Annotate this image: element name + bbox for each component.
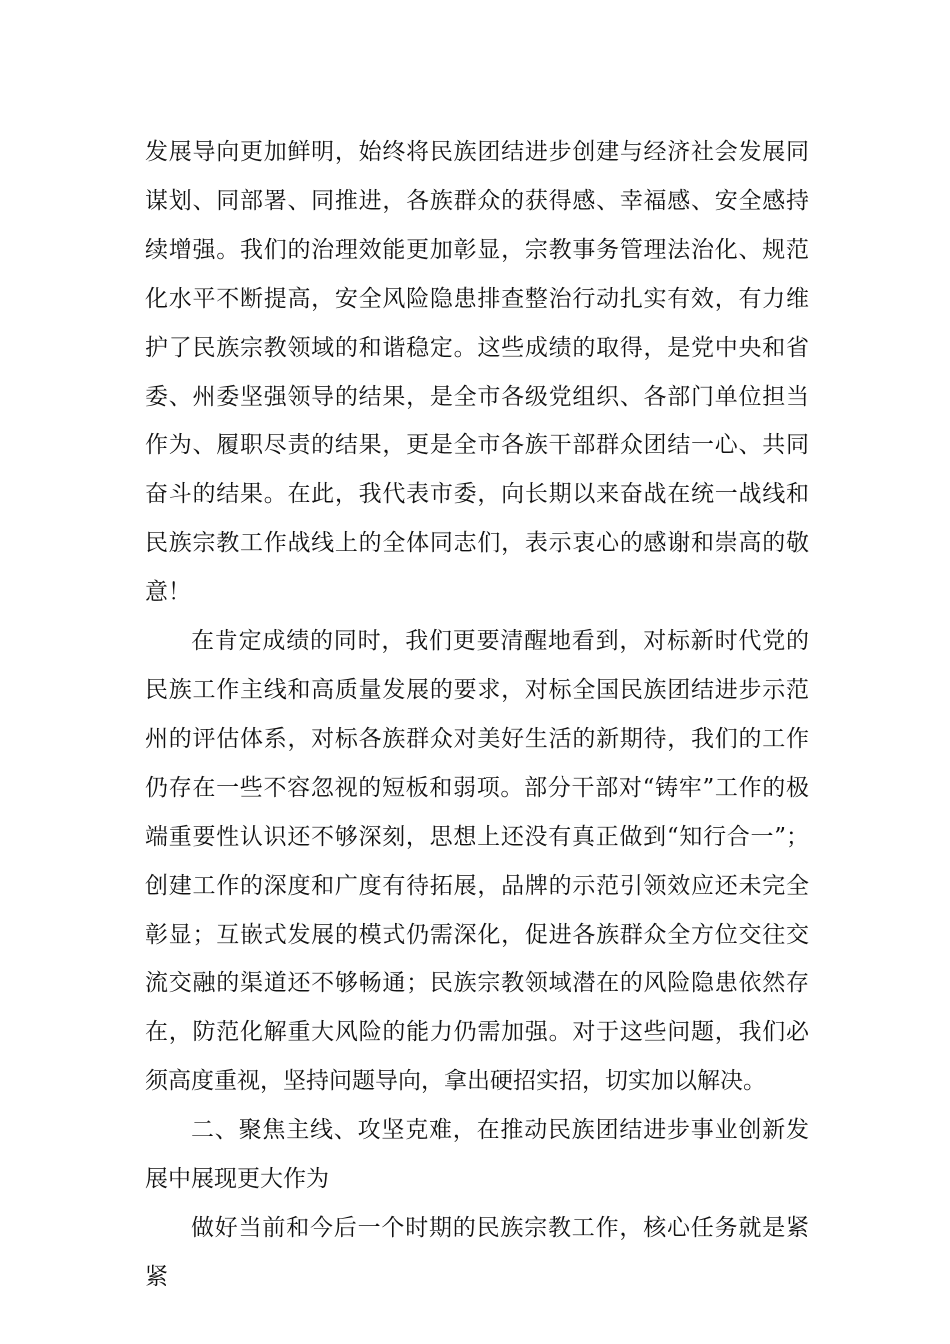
paragraph-shortcomings: 在肯定成绩的同时，我们更要清醒地看到，对标新时代党的民族工作主线和高质量发展的要求，对标全国民族团结进步示范州的评估体系，对标各族群众对美好生活的新期待，我们的工作仍存在一些不容忽视的短板和弱项。部分干部对“铸牢”工作的极端重要性认识还不够深刻，思想上还没有真正做到“知行合一”；创建工作的深度和广度有待拓展，品牌的示范引领效应还未完全彰显；互嵌式发展的模式仍需深化，促进各族群众全方位交往交流交融的渠道还不够畅通；民族宗教领域潜在的风险隐患依然存在，防范化解重大风险的能力仍需加强。对于这些问题，我们必须高度重视，坚持问题导向，拿出硬招实招，切实加以解决。 — [145, 628, 809, 1095]
paragraph-achievements: 发展导向更加鲜明，始终将民族团结进步创建与经济社会发展同谋划、同部署、同推进，各族群众的获得感、幸福感、安全感持续增强。我们的治理效能更加彰显，宗教事务管理法治化、规范化水平不断提高，安全风险隐患排查整治行动扎实有效，有力维护了民族宗教领域的和谐稳定。这些成绩的取得，是党中央和省委、州委坚强领导的结果，是全市各级党组织、各部门单位担当作为、履职尽责的结果，更是全市各族干部群众团结一心、共同奋斗的结果。在此，我代表市委，向长期以来奋战在统一战线和民族宗教工作战线上的全体同志们，表示衷心的感谢和崇高的敬意！ — [145, 139, 809, 606]
paragraph-core-task: 做好当前和今后一个时期的民族宗教工作，核心任务就是紧紧 — [145, 1214, 809, 1290]
document-body — [145, 128, 809, 1302]
section-heading: 二、聚焦主线、攻坚克难，在推动民族团结进步事业创新发展中展现更大作为 — [145, 1117, 809, 1193]
